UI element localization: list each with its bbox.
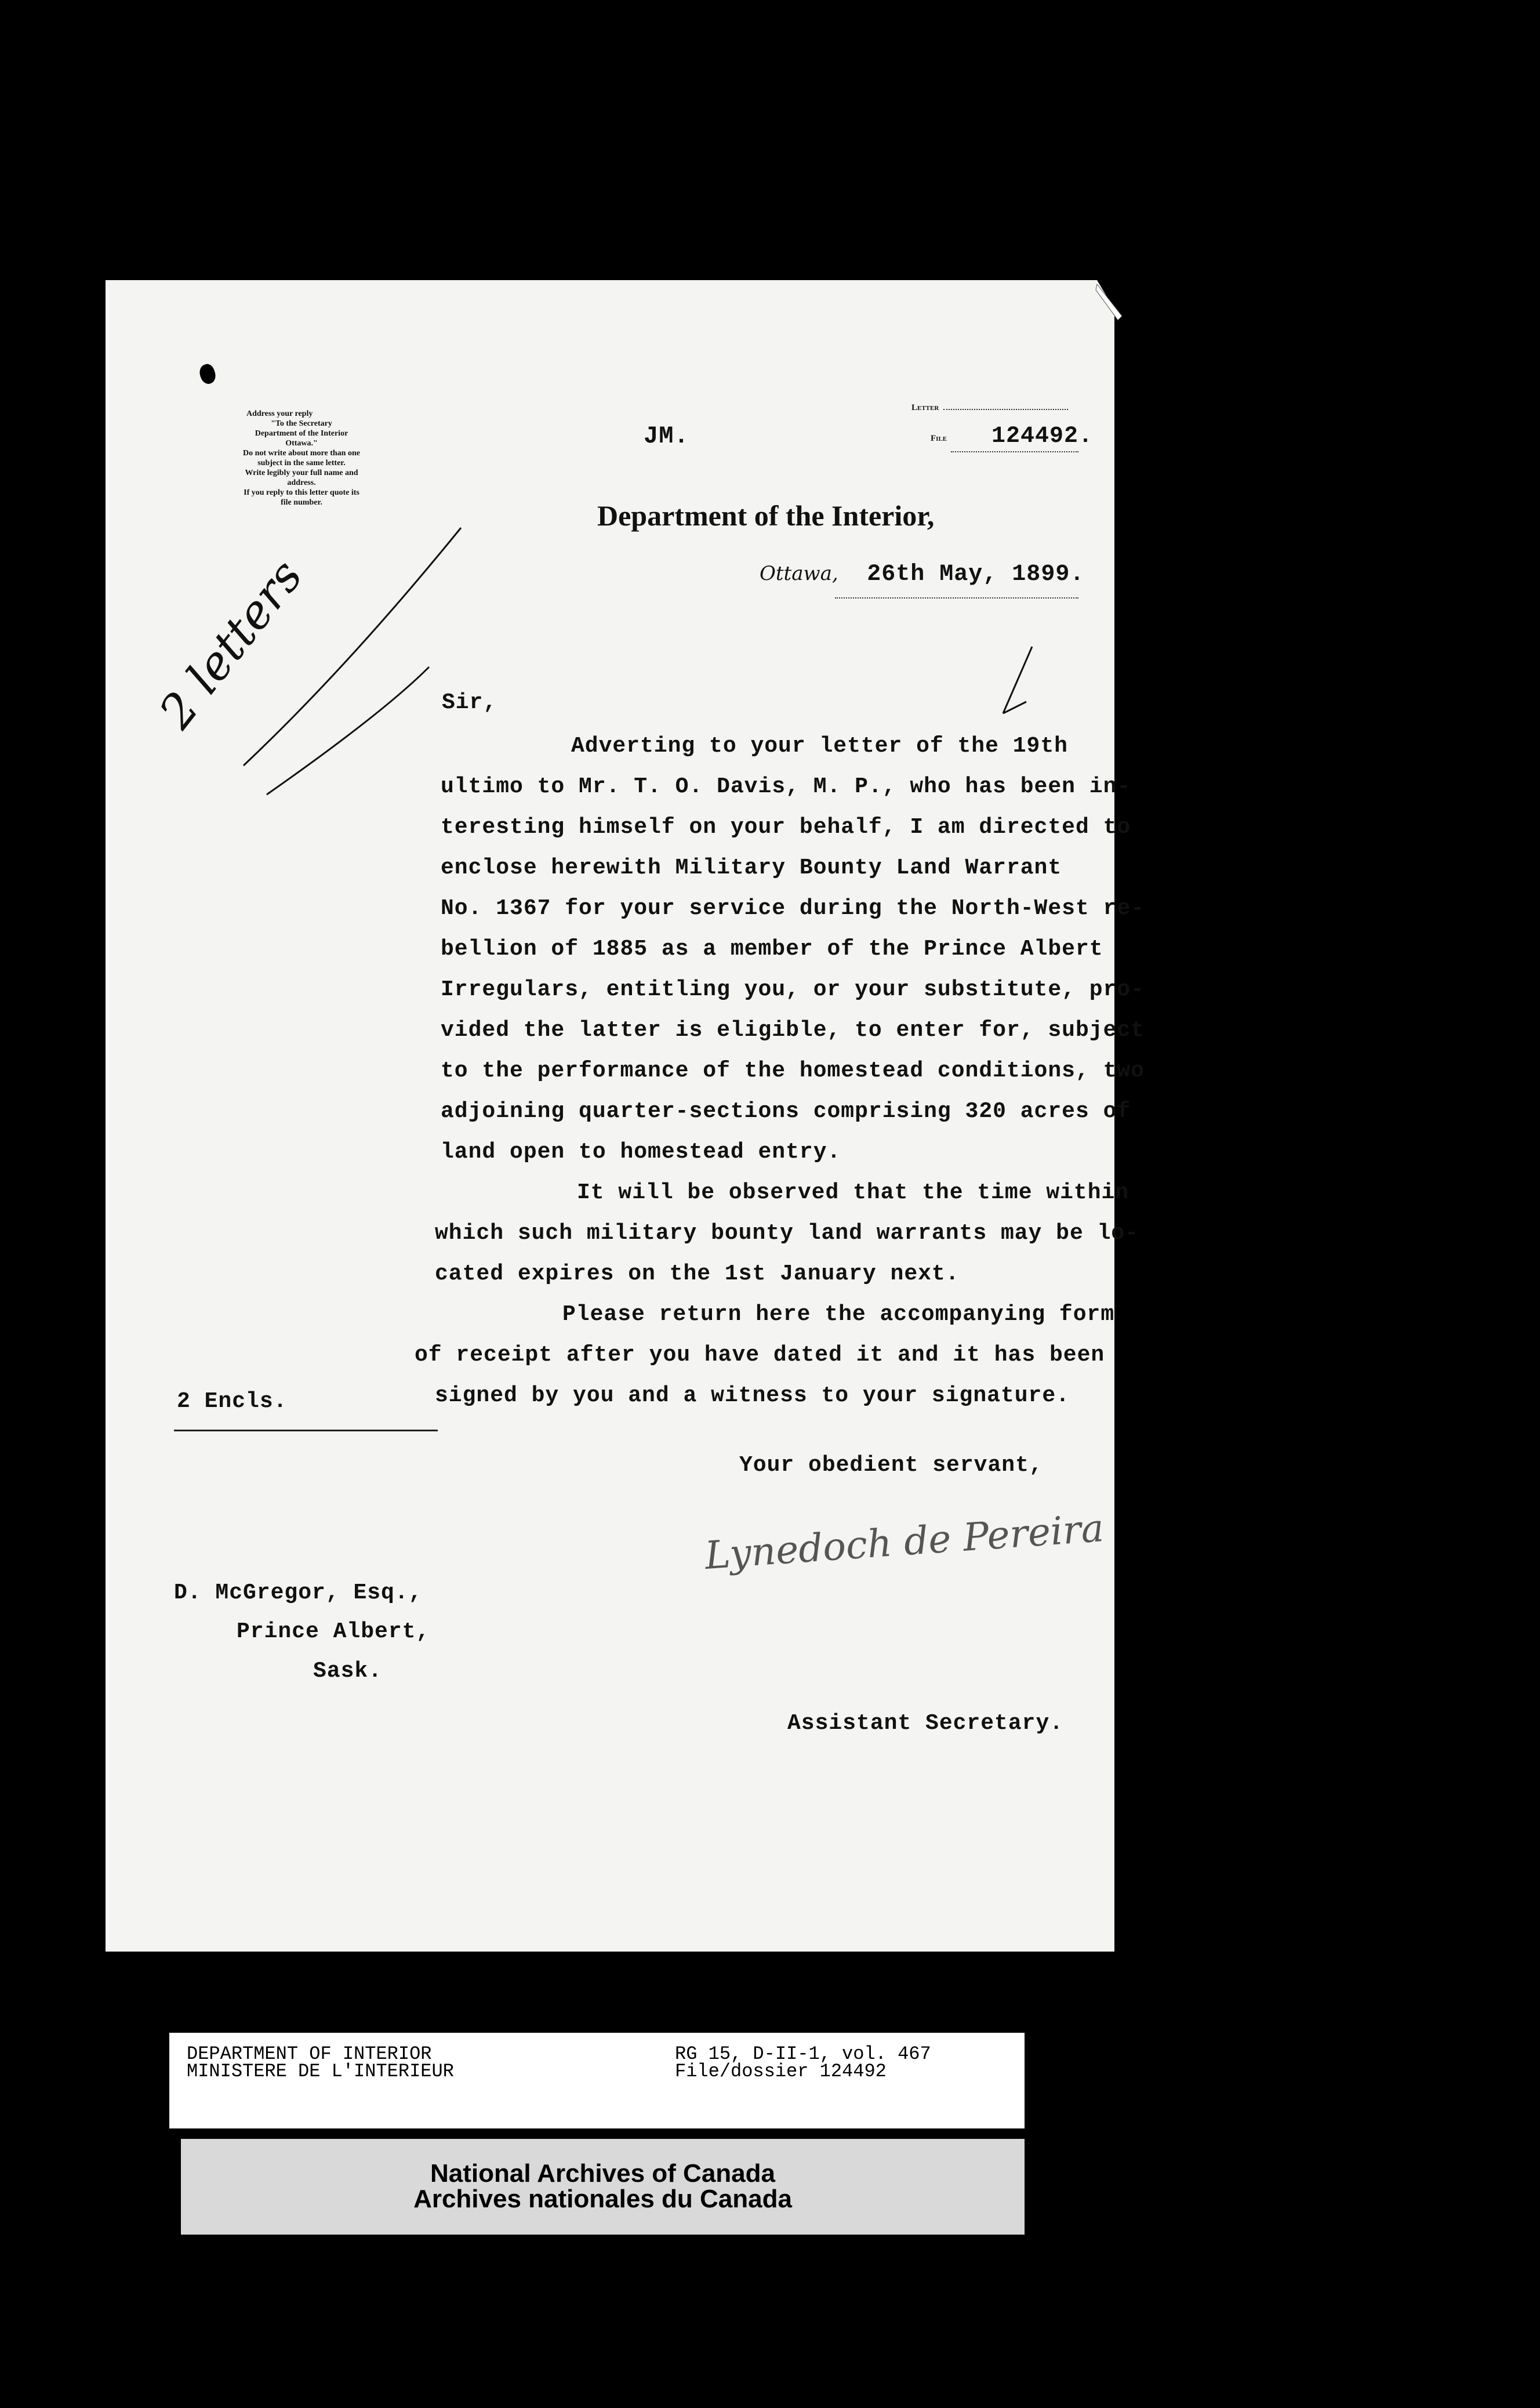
body-line: Please return here the accompanying form (562, 1302, 1115, 1327)
date-line (760, 561, 1084, 588)
stamp-code: JM. (644, 422, 689, 450)
enclosures: 2 Encls. (177, 1389, 288, 1414)
body-line: It will be observed that the time within (577, 1180, 1129, 1205)
archives-label (181, 2139, 1025, 2235)
letter-field (911, 403, 1068, 413)
date: 26th May, 1899. (867, 561, 1085, 588)
reply-instructions: Address your reply "To the Secretary Department of the Interior Ottawa." Do not write about more than one subject in the same letter. Write legibly your full name and address. If you reply to this letter quote its file number. (243, 409, 360, 507)
body-line: signed by you and a witness to your signature. (435, 1383, 1070, 1408)
body-line: bellion of 1885 as a member of the Prince Albert (441, 937, 1103, 962)
body-line: adjoining quarter-sections comprising 320 acres of (441, 1099, 1131, 1124)
body-line: teresting himself on your behalf, I am directed to (441, 815, 1131, 840)
file-label: File (931, 434, 947, 443)
body-line: to the performance of the homestead conditions, two (441, 1058, 1145, 1083)
department-heading: Department of the Interior, (597, 499, 935, 532)
ref-left: DEPARTMENT OF INTERIOR MINISTERE DE L'INTERIEUR (187, 2043, 454, 2082)
addressee-line: Prince Albert, (237, 1619, 430, 1644)
closing: Your obedient servant, (739, 1453, 1043, 1478)
letter-label: Letter (911, 403, 939, 412)
signature: Lynedoch de Pereira (703, 1506, 1106, 1578)
file-number: 124492. (991, 423, 1094, 449)
salutation: Sir, (442, 690, 497, 715)
enclosures-underline (174, 1430, 438, 1431)
place: Ottawa, (760, 562, 838, 585)
check-mark (1000, 644, 1035, 719)
archives-line-fr: Archives nationales du Canada (413, 2185, 792, 2213)
addressee-line: Sask. (313, 1659, 383, 1684)
archives-line-en: National Archives of Canada (430, 2159, 775, 2188)
addressee-line: D. McGregor, Esq., (174, 1580, 423, 1605)
file-underline (951, 451, 1078, 452)
reference-label (169, 2033, 1025, 2128)
body-line: which such military bounty land warrants may be lo- (435, 1221, 1139, 1246)
body-line: land open to homestead entry. (441, 1140, 841, 1165)
signatory-title: Assistant Secretary. (787, 1711, 1064, 1736)
body-line: vided the latter is eligible, to enter for, subject (441, 1018, 1145, 1043)
body-line: ultimo to Mr. T. O. Davis, M. P., who has been in- (441, 774, 1131, 799)
body-line: enclose herewith Military Bounty Land Warrant (441, 855, 1062, 880)
ref-right: RG 15, D-II-1, vol. 467 File/dossier 124492 (675, 2043, 931, 2082)
body-line: of receipt after you have dated it and it has been (415, 1343, 1105, 1368)
file-field (931, 434, 947, 444)
body-line: Irregulars, entitling you, or your substitute, pro- (441, 977, 1145, 1002)
folded-corner (1090, 284, 1125, 325)
body-line: No. 1367 for your service during the North-West re- (441, 896, 1145, 921)
margin-annotation: 2 letters (148, 549, 313, 738)
body-line: Adverting to your letter of the 19th (571, 734, 1068, 759)
body-line: cated expires on the 1st January next. (435, 1261, 960, 1286)
date-underline (835, 597, 1078, 599)
